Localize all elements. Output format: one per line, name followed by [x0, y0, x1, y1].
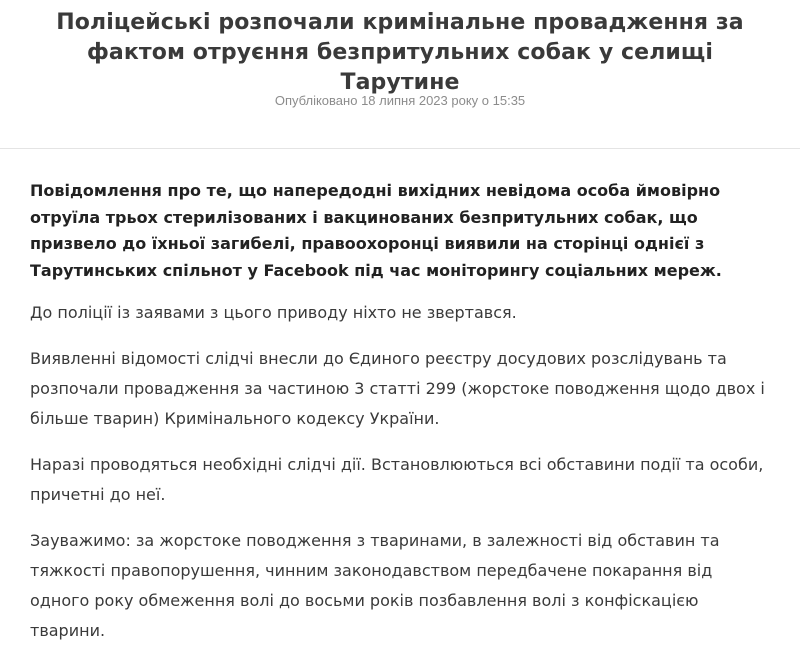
article-paragraph: Виявленні відомості слідчі внесли до Єдиного реєстру досудових розслідувань та розпочали провадження за частиною 3 статті 299 (жорстоке поводження щодо двох і більше тварин) Кримінального кодексу України. — [30, 349, 765, 428]
article-lead: Повідомлення про те, що напередодні вихідних невідома особа ймовірно отруїла трьох стерилізованих і вакцинованих безпритульних собак, що призвело до їхньої загибелі, правоохоронці виявили на сторінці однієї з Тарутинських спільнот у Facebook під час моніторингу соціальних мереж. — [30, 181, 722, 280]
published-prefix: Опубліковано — [274, 93, 358, 108]
publication-date — [0, 92, 800, 110]
article-body — [30, 178, 770, 662]
article-paragraph: До поліції із заявами з цього приводу ніхто не звертався. — [30, 303, 517, 322]
article-paragraph: Наразі проводяться необхідні слідчі дії. Встановлюються всі обставини події та особи, причетні до неї. — [30, 455, 764, 504]
article-title: Поліцейські розпочали кримінальне провадження за фактом отруєння безпритульних собак у селищі Тарутине — [56, 10, 744, 95]
header-divider — [0, 148, 800, 149]
article-paragraph: Зауважимо: за жорстоке поводження з тваринами, в залежності від обставин та тяжкості правопорушення, чинним законодавством передбачене покарання від одного року обмеження волі до восьми років позбавлення волі з конфіскацією тварини. — [30, 531, 720, 640]
published-datetime: 18 липня 2023 року о 15:35 — [361, 93, 526, 108]
